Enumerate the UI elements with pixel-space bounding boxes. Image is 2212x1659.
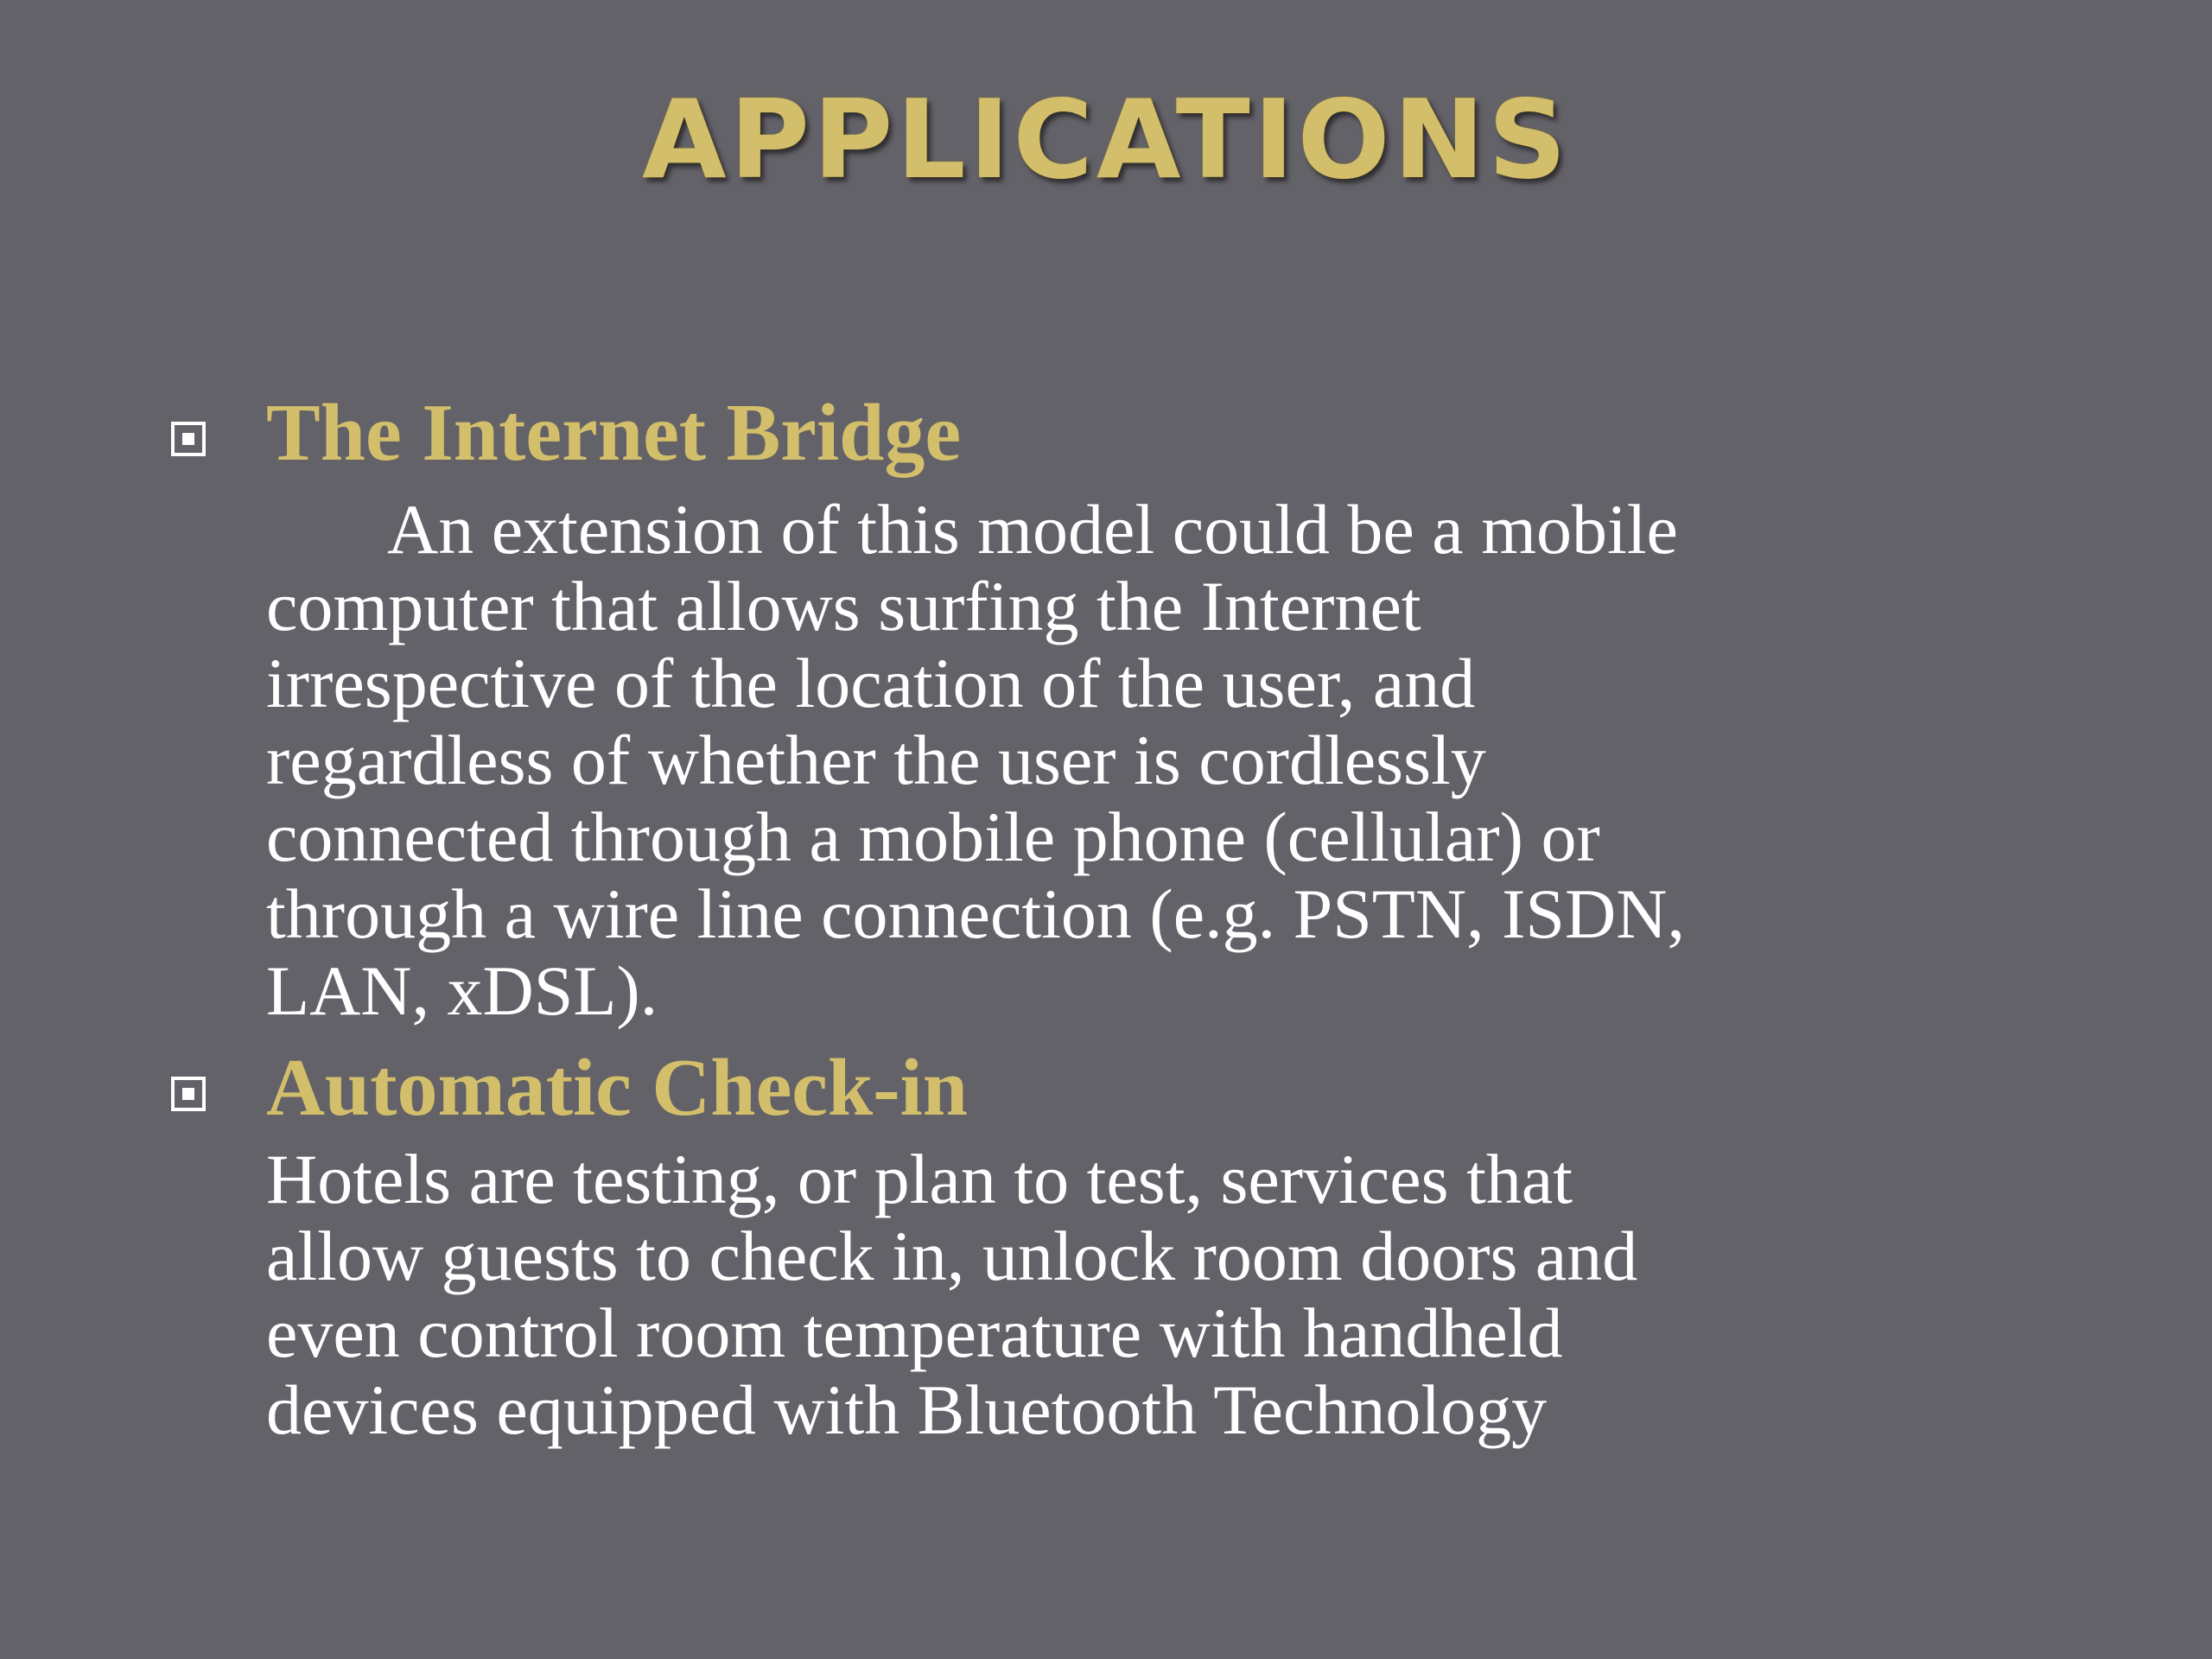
square-bullet-icon — [171, 1077, 206, 1111]
body-line: even control room temperature with handheld — [266, 1294, 1563, 1372]
body-line: An extension of this model could be a mobile — [387, 490, 1678, 569]
body-line: connected through a mobile phone (cellular) or — [266, 798, 1600, 876]
square-bullet-icon — [171, 422, 206, 456]
body-line: computer that allows surfing the Internet — [266, 567, 1421, 645]
item-body-internet-bridge — [266, 491, 2081, 1029]
body-line: LAN, xDSL). — [266, 951, 658, 1030]
body-line: devices equipped with Bluetooth Technology — [266, 1370, 1548, 1449]
body-line: Hotels are testing, or plan to test, services that — [266, 1140, 1573, 1218]
body-line: through a wire line connection (e.g. PSTN, ISDN, — [266, 874, 1685, 953]
body-line: regardless of whether the user is cordlessly — [266, 721, 1486, 799]
item-heading-internet-bridge: The Internet Bridge — [266, 388, 962, 478]
body-line: allow guests to check in, unlock room doors and — [266, 1217, 1638, 1295]
body-line: irrespective of the location of the user, and — [266, 644, 1476, 722]
slide-title: APPLICATIONS — [642, 76, 1570, 203]
item-heading-automatic-check-in: Automatic Check-in — [266, 1043, 968, 1133]
item-body-automatic-check-in — [266, 1141, 2081, 1448]
